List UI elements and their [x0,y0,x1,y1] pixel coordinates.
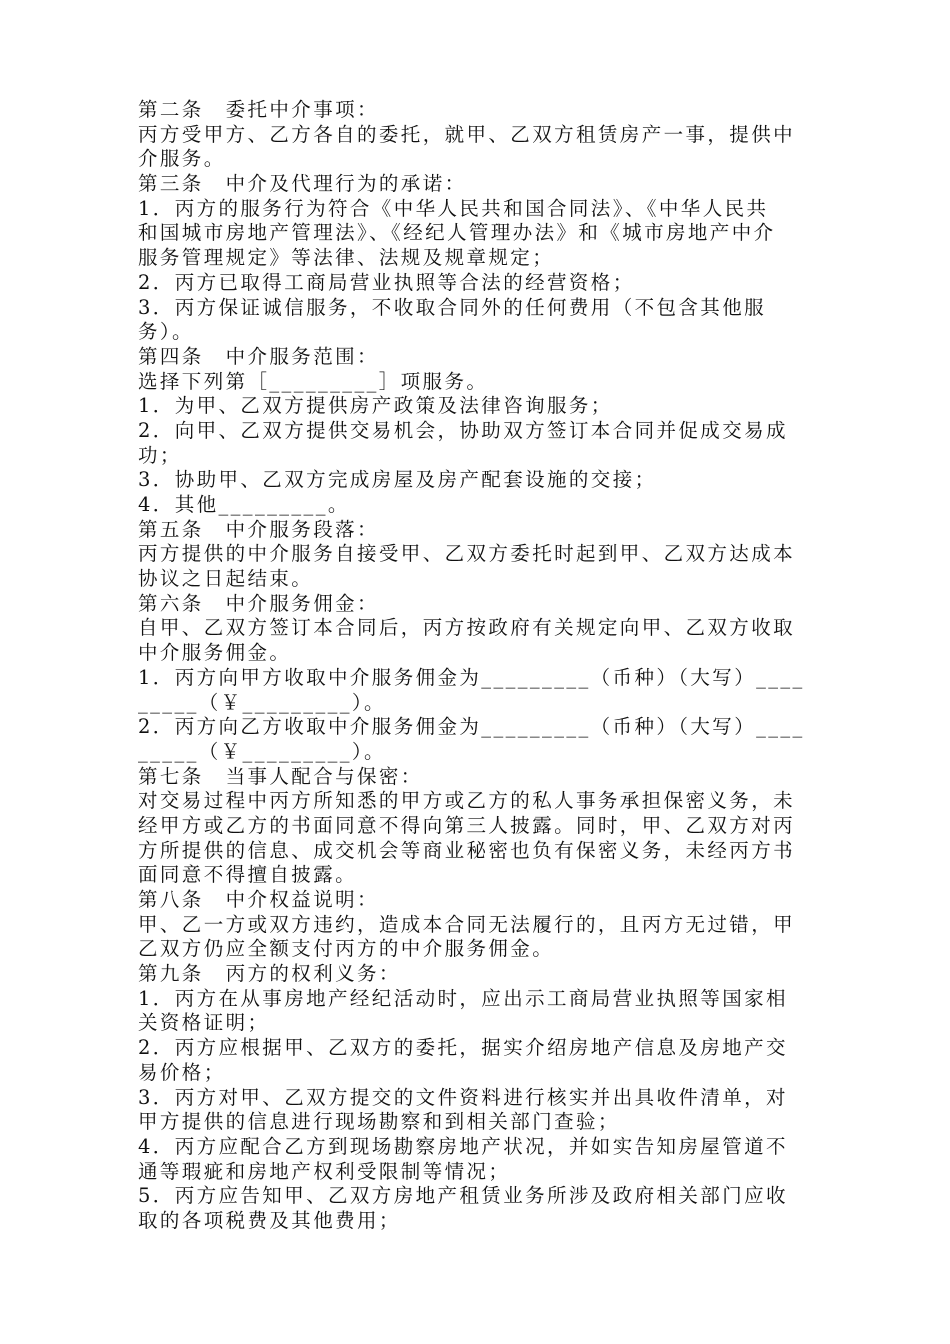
text-line: 1．丙方在从事房地产经纪活动时，应出示工商局营业执照等国家相 [138,986,788,1010]
text-line: 2．丙方应根据甲、乙双方的委托，据实介绍房地产信息及房地产交 [138,1036,788,1060]
text-line: 3．丙方对甲、乙双方提交的文件资料进行核实并出具收件清单，对 [138,1085,788,1109]
text-line: 通等瑕疵和房地产权利受限制等情况； [138,1159,511,1183]
text-line: 功； [138,443,182,467]
text-line: 1．为甲、乙双方提供房产政策及法律咨询服务； [138,394,613,418]
text-line: 3．协助甲、乙双方完成房屋及房产配套设施的交接； [138,468,657,492]
text-line: 第七条 当事人配合与保密： [138,764,423,788]
text-line: 关资格证明； [138,1011,270,1035]
text-line: 面同意不得擅自披露。 [138,863,358,887]
text-line: 甲方提供的信息进行现场勘察和到相关部门查验； [138,1110,620,1134]
text-line: 经甲方或乙方的书面同意不得向第三人披露。同时，甲、乙双方对丙 [138,813,796,837]
text-line: 乙双方仍应全额支付丙方的中介服务佣金。 [138,937,555,961]
text-line: 第六条 中介服务佣金： [138,591,379,615]
text-line: _____（￥_________）。 [138,690,386,714]
text-line: 1．丙方的服务行为符合《中华人民共和国合同法》、《中华人民共 [138,196,769,220]
text-line: 第九条 丙方的权利义务： [138,962,401,986]
text-line: 丙方受甲方、乙方各自的委托，就甲、乙双方租赁房产一事，提供中 [138,122,796,146]
text-line: 选择下列第［_________］项服务。 [138,369,489,393]
text-line: 4．其他_________。 [138,493,350,516]
text-line: 5．丙方应告知甲、乙双方房地产租赁业务所涉及政府相关部门应收 [138,1184,788,1208]
text-line: 3．丙方保证诚信服务，不收取合同外的任何费用（不包含其他服 [138,295,767,319]
text-line: 甲、乙一方或双方违约，造成本合同无法履行的，且丙方无过错，甲 [138,912,796,936]
text-line: 第八条 中介权益说明： [138,888,379,911]
text-line: 和国城市房地产管理法》、《经纪人管理办法》和《城市房地产中介 [138,221,776,245]
text-line: 对交易过程中丙方所知悉的甲方或乙方的私人事务承担保密义务，未 [138,789,796,813]
text-line: 取的各项税费及其他费用； [138,1208,401,1232]
text-line: _____（￥_________）。 [138,739,386,763]
text-line: 2．向甲、乙双方提供交易机会，协助双方签订本合同并促成交易成 [138,418,788,442]
text-line: 中介服务佣金。 [138,641,292,665]
text-line: 易价格； [138,1060,226,1084]
text-line: 方所提供的信息、成交机会等商业秘密也负有保密义务，未经丙方书 [138,838,796,862]
text-line: 第四条 中介服务范围： [138,344,379,368]
text-line: 1．丙方向甲方收取中介服务佣金为_________（币种）（大写）____ [138,665,805,689]
text-line: 务）。 [138,320,194,344]
text-line: 第二条 委托中介事项： [138,98,379,121]
text-line: 服务管理规定》等法律、法规及规章规定； [138,246,555,270]
text-line: 2．丙方向乙方收取中介服务佣金为_________（币种）（大写）____ [138,715,805,739]
document-body [138,98,818,1234]
text-line: 丙方提供的中介服务自接受甲、乙双方委托时起到甲、乙双方达成本 [138,542,796,566]
text-line: 4．丙方应配合乙方到现场勘察房地产状况，并如实告知房屋管道不 [138,1134,788,1158]
text-line: 2．丙方已取得工商局营业执照等合法的经营资格； [138,270,635,294]
text-line: 协议之日起结束。 [138,567,314,591]
text-line: 自甲、乙双方签订本合同后，丙方按政府有关规定向甲、乙双方收取 [138,616,796,640]
text-line: 第三条 中介及代理行为的承诺： [138,172,467,196]
text-line: 介服务。 [138,147,226,171]
text-line: 第五条 中介服务段落： [138,517,379,541]
